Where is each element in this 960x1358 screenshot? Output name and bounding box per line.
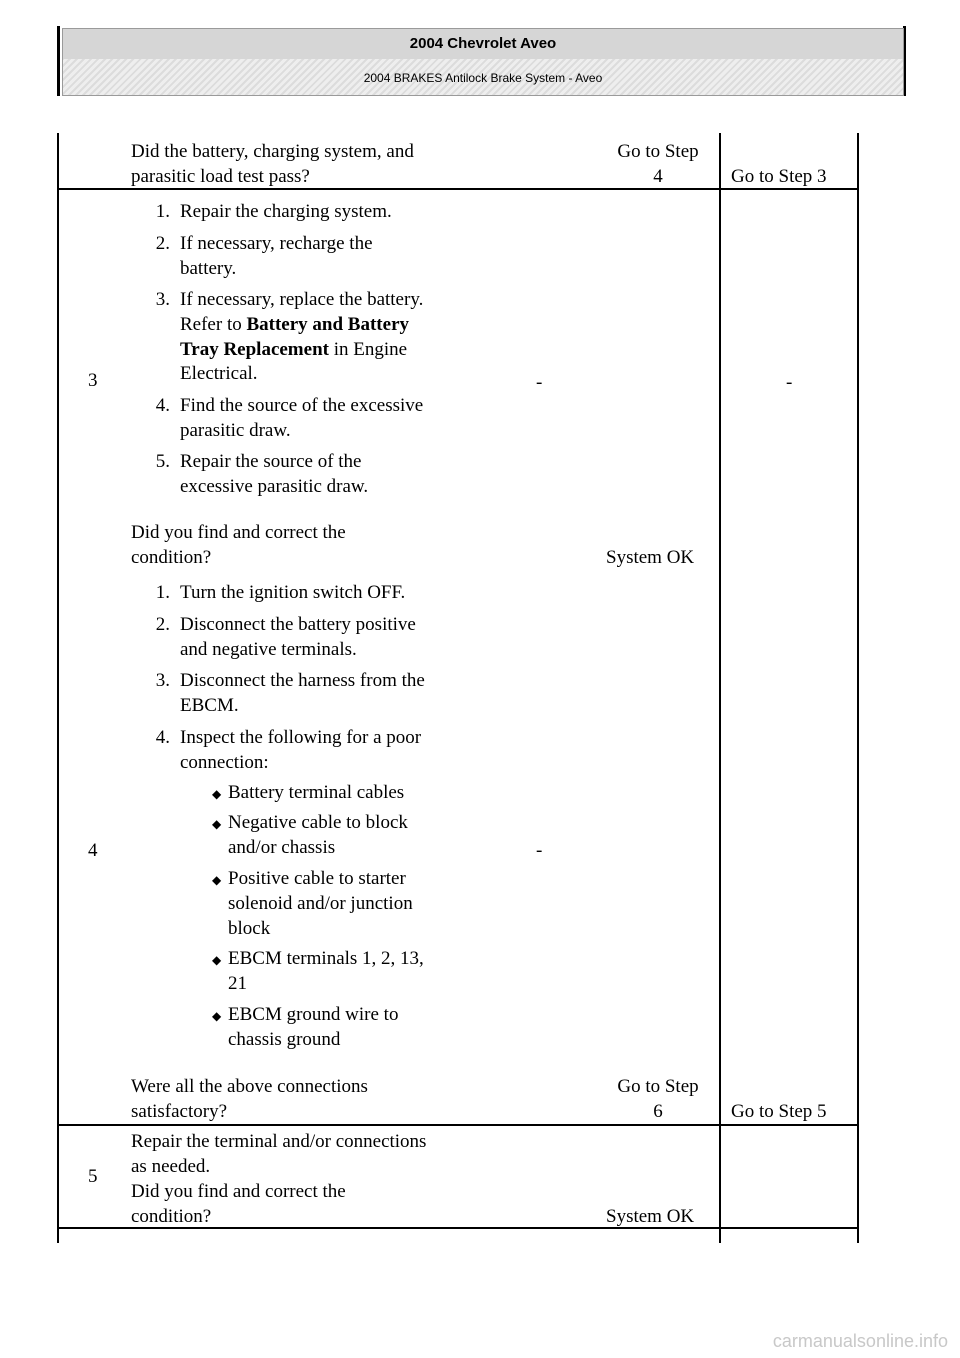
list-number: 5. <box>155 451 170 472</box>
bullet-text: 21 <box>228 973 247 994</box>
bullet-icon: ◆ <box>212 817 222 831</box>
page-header <box>62 28 904 96</box>
yes-action: 6 <box>653 1101 663 1122</box>
bullet-text: Battery terminal cables <box>228 782 405 803</box>
list-number: 1. <box>155 582 170 603</box>
header-title: 2004 Chevrolet Aveo <box>63 29 903 59</box>
yes-action: Go to Step <box>617 1076 699 1097</box>
bullet-icon: ◆ <box>212 953 222 967</box>
list-number: 2. <box>155 614 170 635</box>
step-number: 3 <box>88 370 98 391</box>
bullet-text: block <box>228 918 271 939</box>
question-text: Did you find and correct the <box>131 522 346 543</box>
yes-action: Go to Step <box>617 141 699 162</box>
value-cell: - <box>536 840 543 861</box>
watermark-footer: carmanualsonline.info <box>772 1331 948 1351</box>
table-right-border <box>857 133 859 1243</box>
bullet-text: EBCM terminals 1, 2, 13, <box>228 948 424 969</box>
bullet-text: Positive cable to starter <box>228 868 406 889</box>
bullet-icon: ◆ <box>212 787 222 801</box>
action-text-part: Refer to <box>180 314 247 335</box>
bullet-icon: ◆ <box>212 873 222 887</box>
value-cell: - <box>536 372 543 393</box>
action-text: Find the source of the excessive <box>180 395 424 416</box>
question-text: condition? <box>131 1206 212 1227</box>
question-text: satisfactory? <box>131 1101 228 1122</box>
question-text: Were all the above connections <box>131 1076 368 1097</box>
list-number: 4. <box>155 395 170 416</box>
step-number: 5 <box>88 1166 98 1187</box>
action-text: as needed. <box>131 1156 211 1177</box>
bullet-text: and/or chassis <box>228 837 336 858</box>
action-text: Disconnect the harness from the <box>180 670 425 691</box>
action-text: Turn the ignition switch OFF. <box>180 582 406 603</box>
yes-action: System OK <box>606 1206 695 1227</box>
no-action: Go to Step 3 <box>731 166 827 187</box>
list-number: 1. <box>155 201 170 222</box>
action-text: parasitic draw. <box>180 420 291 441</box>
bullet-text: solenoid and/or junction <box>228 893 413 914</box>
action-text: excessive parasitic draw. <box>180 476 369 497</box>
reference-link[interactable]: Tray Replacement <box>180 339 329 360</box>
action-text: Disconnect the battery positive <box>180 614 416 635</box>
action-text <box>180 337 407 362</box>
bullet-icon: ◆ <box>212 1009 222 1023</box>
action-text: Repair the source of the <box>180 451 362 472</box>
reference-link[interactable]: Battery and Battery <box>246 314 410 335</box>
list-number: 3. <box>155 670 170 691</box>
table-left-border <box>57 133 59 1243</box>
action-text: and negative terminals. <box>180 639 357 660</box>
question-text: Did you find and correct the <box>131 1181 346 1202</box>
no-action: - <box>786 372 793 393</box>
bullet-text: chassis ground <box>228 1029 341 1050</box>
question-text: Did the battery, charging system, and <box>131 141 414 162</box>
yes-action: System OK <box>606 547 695 568</box>
action-text: Repair the terminal and/or connections <box>131 1131 427 1152</box>
no-action: Go to Step 5 <box>731 1101 827 1122</box>
row-divider <box>57 1124 859 1126</box>
action-text: battery. <box>180 258 237 279</box>
question-text: parasitic load test pass? <box>131 166 310 187</box>
question-text: condition? <box>131 547 212 568</box>
action-text <box>180 312 409 337</box>
bullet-text: Negative cable to block <box>228 812 408 833</box>
header-subtitle: 2004 BRAKES Antilock Brake System - Aveo <box>363 71 603 85</box>
bullet-text: EBCM ground wire to <box>228 1004 399 1025</box>
action-text-part: in Engine <box>328 339 408 360</box>
action-text: Inspect the following for a poor <box>180 727 422 748</box>
action-text: EBCM. <box>180 695 239 716</box>
list-number: 3. <box>155 289 170 310</box>
action-text: Electrical. <box>180 363 258 384</box>
action-text: connection: <box>180 752 269 773</box>
list-number: 4. <box>155 727 170 748</box>
action-text: Repair the charging system. <box>180 201 392 222</box>
list-number: 2. <box>155 233 170 254</box>
yes-action: 4 <box>653 166 663 187</box>
header-left-rule <box>57 26 60 96</box>
action-text: If necessary, replace the battery. <box>180 289 424 310</box>
step-number: 4 <box>88 840 98 861</box>
action-text: If necessary, recharge the <box>180 233 373 254</box>
